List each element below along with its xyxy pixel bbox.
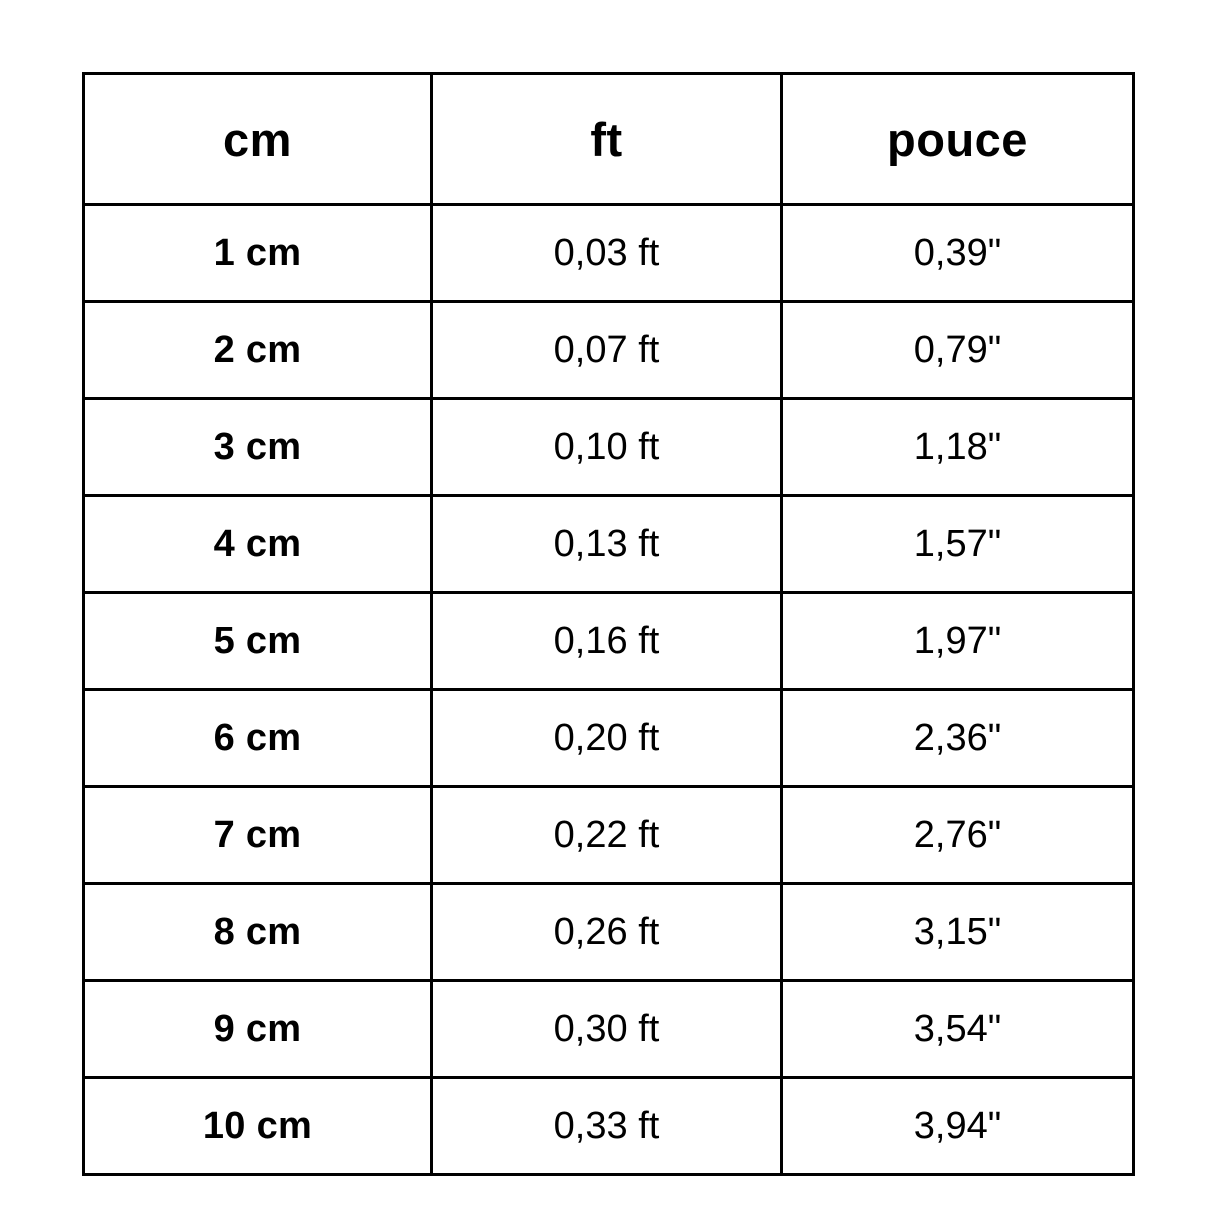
table-row xyxy=(84,399,1134,496)
cell-ft: 0,26 ft xyxy=(432,884,782,981)
cm-to-ft-inch-table xyxy=(82,72,1135,1176)
table-row xyxy=(84,205,1134,302)
cell-cm: 8 cm xyxy=(84,884,432,981)
cell-cm: 9 cm xyxy=(84,981,432,1078)
table-row xyxy=(84,302,1134,399)
cell-ft: 0,20 ft xyxy=(432,690,782,787)
cell-pouce: 2,76" xyxy=(782,787,1134,884)
cell-pouce: 3,94" xyxy=(782,1078,1134,1175)
cell-ft: 0,33 ft xyxy=(432,1078,782,1175)
cell-cm: 2 cm xyxy=(84,302,432,399)
conversion-table-container xyxy=(82,72,1132,1147)
cell-ft: 0,10 ft xyxy=(432,399,782,496)
cell-cm: 10 cm xyxy=(84,1078,432,1175)
cell-ft: 0,07 ft xyxy=(432,302,782,399)
table-row xyxy=(84,981,1134,1078)
cell-cm: 7 cm xyxy=(84,787,432,884)
cell-pouce: 1,97" xyxy=(782,593,1134,690)
cell-pouce: 0,39" xyxy=(782,205,1134,302)
cell-cm: 1 cm xyxy=(84,205,432,302)
table-row xyxy=(84,1078,1134,1175)
table-body xyxy=(84,205,1134,1175)
table-row xyxy=(84,884,1134,981)
cell-ft: 0,13 ft xyxy=(432,496,782,593)
cell-pouce: 1,57" xyxy=(782,496,1134,593)
column-header-ft: ft xyxy=(432,74,782,205)
column-header-cm: cm xyxy=(84,74,432,205)
cell-pouce: 3,15" xyxy=(782,884,1134,981)
table-row xyxy=(84,787,1134,884)
cell-ft: 0,22 ft xyxy=(432,787,782,884)
cell-ft: 0,16 ft xyxy=(432,593,782,690)
table-row xyxy=(84,593,1134,690)
cell-pouce: 0,79" xyxy=(782,302,1134,399)
table-row xyxy=(84,690,1134,787)
cell-ft: 0,03 ft xyxy=(432,205,782,302)
cell-cm: 6 cm xyxy=(84,690,432,787)
cell-pouce: 3,54" xyxy=(782,981,1134,1078)
cell-ft: 0,30 ft xyxy=(432,981,782,1078)
table-row xyxy=(84,496,1134,593)
cell-cm: 5 cm xyxy=(84,593,432,690)
table-header-row xyxy=(84,74,1134,205)
column-header-pouce: pouce xyxy=(782,74,1134,205)
table-header xyxy=(84,74,1134,205)
cell-cm: 4 cm xyxy=(84,496,432,593)
cell-pouce: 2,36" xyxy=(782,690,1134,787)
cell-cm: 3 cm xyxy=(84,399,432,496)
cell-pouce: 1,18" xyxy=(782,399,1134,496)
